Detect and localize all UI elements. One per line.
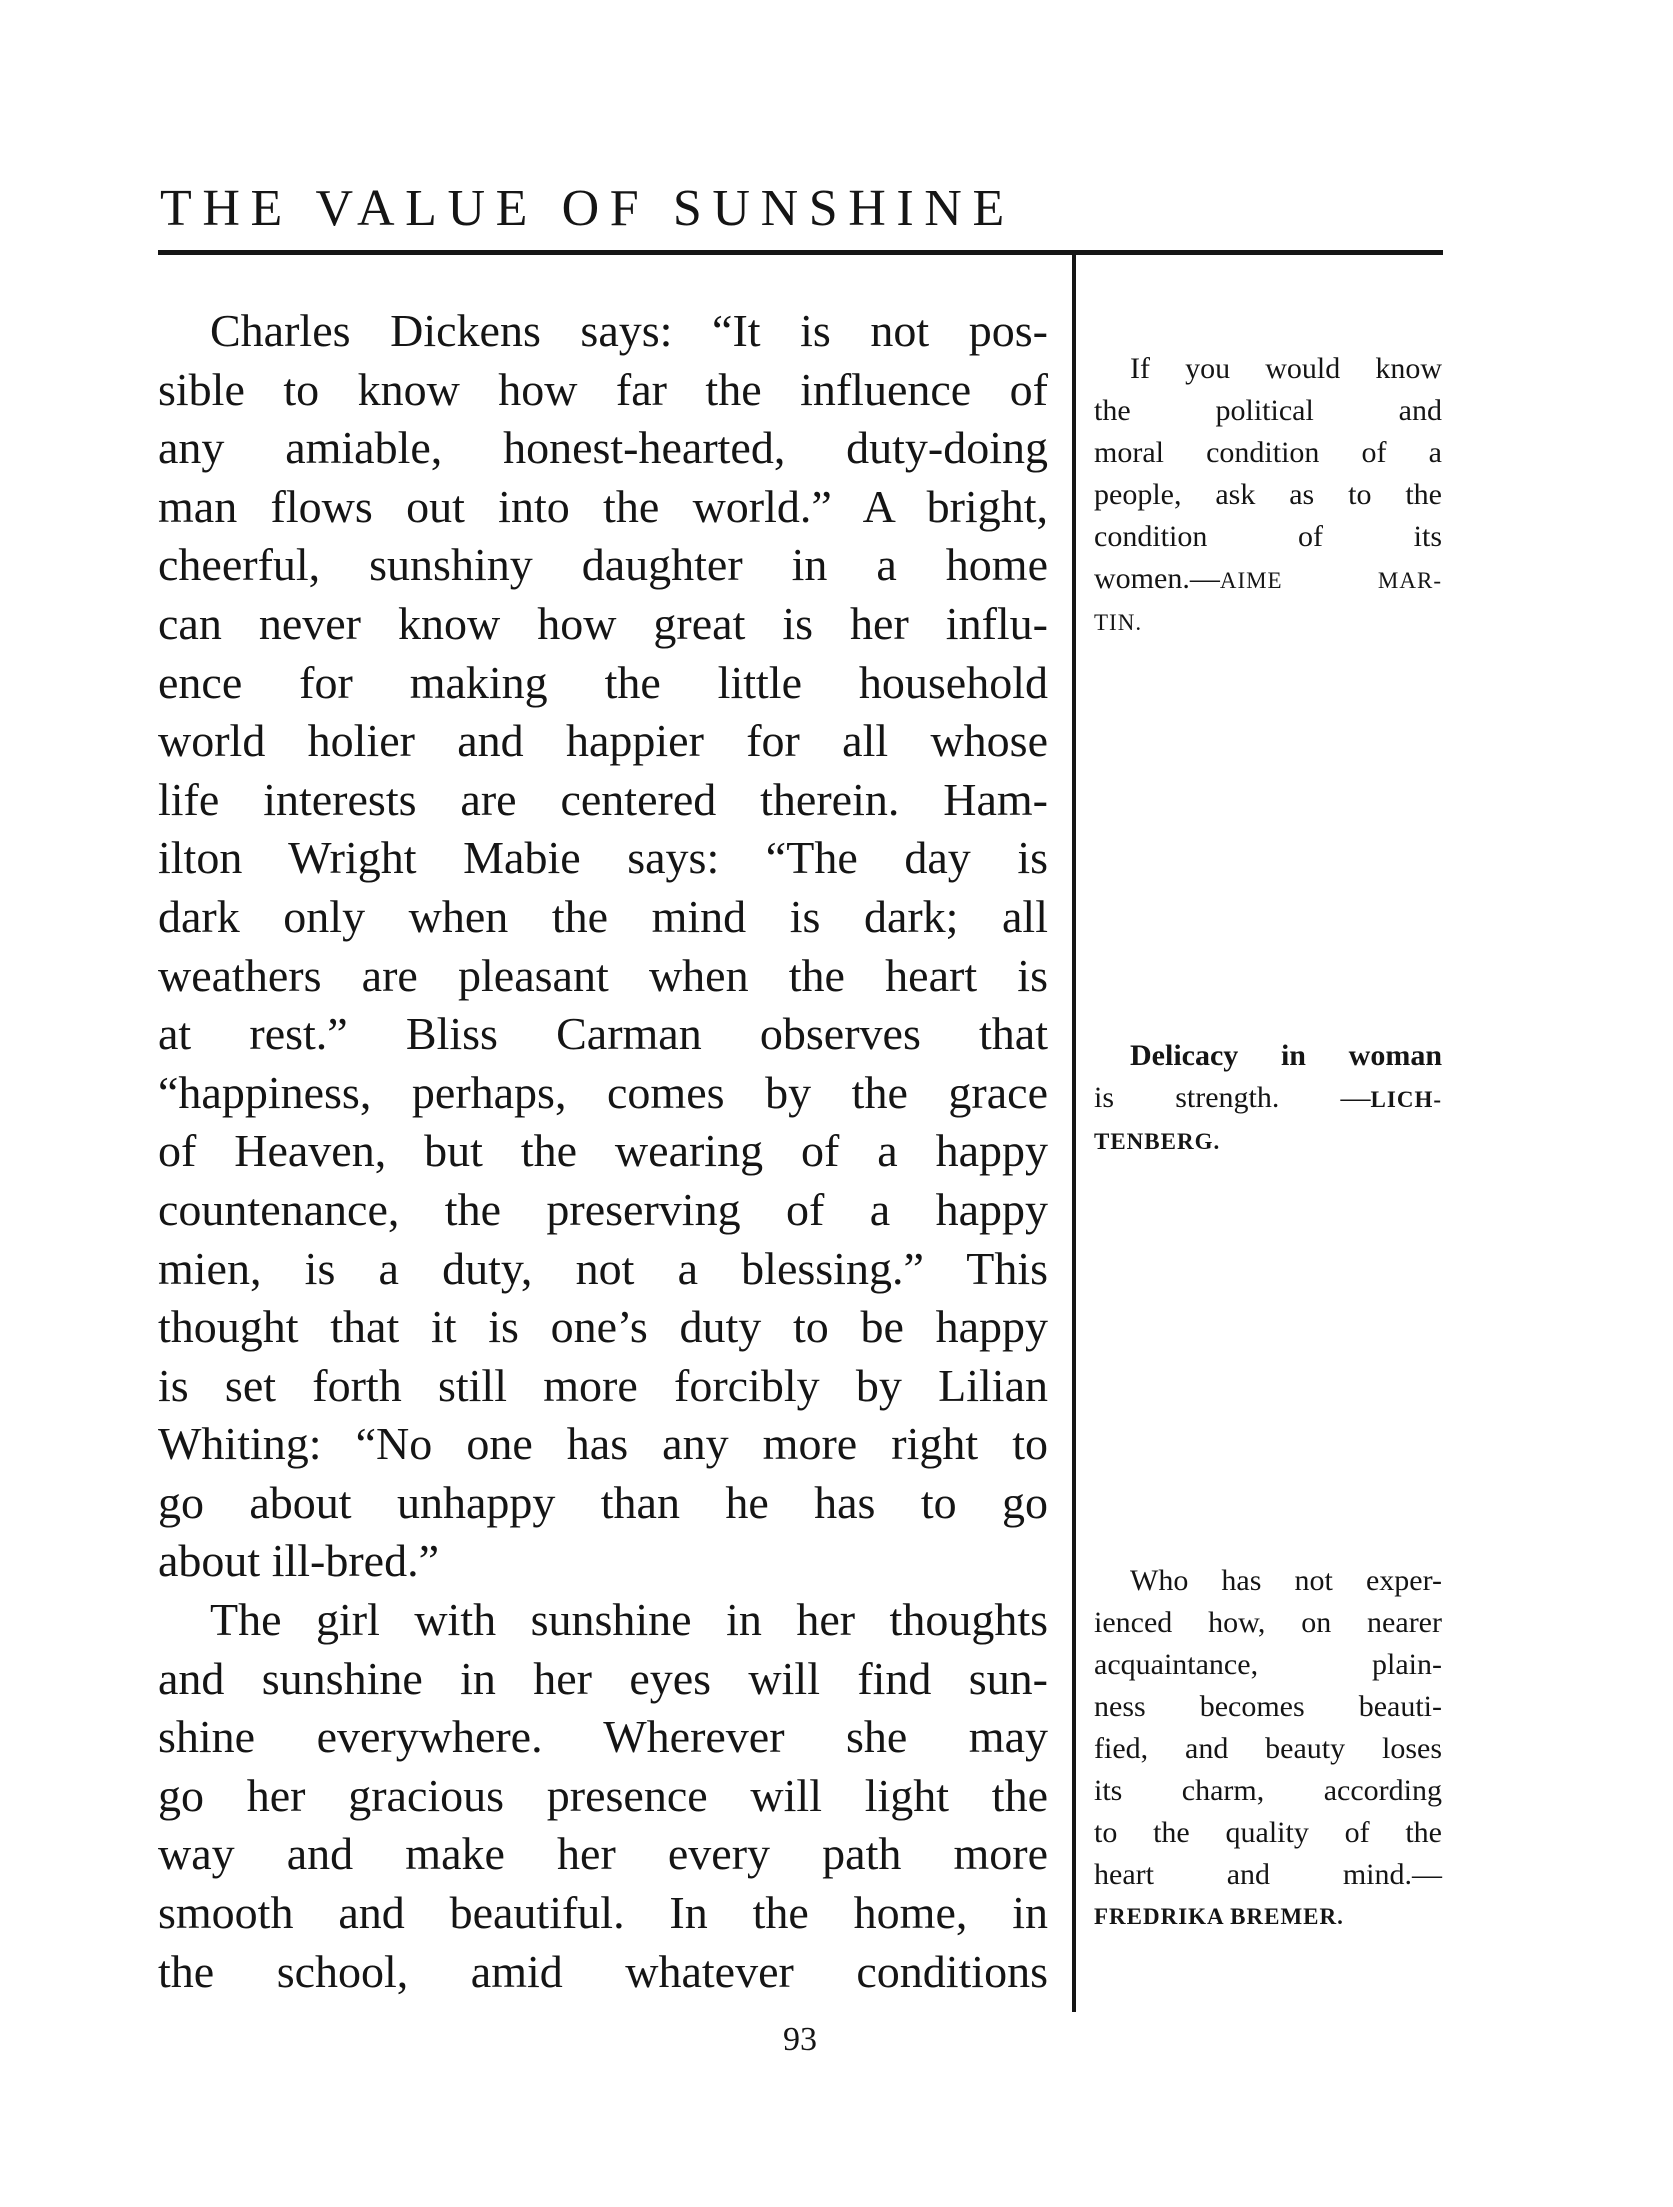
text-line: is set forth still more forcibly by Lilian [158, 1359, 1048, 1411]
header-rule [158, 250, 1443, 255]
quote-line: Who has not exper- [1130, 1564, 1442, 1597]
quote-line: acquaintance, plain- [1094, 1648, 1442, 1681]
text-line: thought that it is one’s duty to be happy [158, 1301, 1048, 1353]
text-line: Whiting: “No one has any more right to [158, 1418, 1048, 1470]
text-line: go about unhappy than he has to go [158, 1476, 1048, 1528]
quote-author: AIME MAR- [1219, 568, 1442, 593]
quote-line: moral condition of a [1094, 436, 1442, 469]
text-line: dark only when the mind is dark; all [158, 890, 1048, 942]
quote-author: TENBERG. [1094, 1129, 1221, 1154]
text-line: The girl with sunshine in her thoughts [210, 1594, 1048, 1646]
text-line: ence for making the little household [158, 656, 1048, 708]
quote-text: is strength. — [1094, 1081, 1371, 1114]
text-line: weathers are pleasant when the heart is [158, 949, 1048, 1001]
quote-line: If you would know [1130, 352, 1442, 385]
quote-line-with-author [1094, 558, 1442, 602]
quote-author: FREDRIKA BREMER. [1094, 1904, 1344, 1929]
quote-line: ienced how, on nearer [1094, 1606, 1442, 1639]
quote-line: ness becomes beauti- [1094, 1690, 1442, 1723]
text-line: ilton Wright Mabie says: “The day is [158, 832, 1048, 884]
quote-line: the political and [1094, 394, 1442, 427]
text-line: the school, amid whatever conditions [158, 1945, 1048, 1997]
sidebar-quote-lichtenberg [1094, 1035, 1442, 1163]
text-line: at rest.” Bliss Carman observes that [158, 1008, 1048, 1060]
quote-author: TIN. [1094, 610, 1143, 635]
text-line: Charles Dickens says: “It is not pos- [210, 305, 1048, 356]
text-line: can never know how great is her influ- [158, 597, 1048, 649]
paragraph-2 [158, 1591, 1048, 2001]
text-line: and sunshine in her eyes will find sun- [158, 1652, 1048, 1704]
column-divider [1072, 252, 1076, 2012]
page-number: 93 [783, 2021, 817, 2058]
text-line: smooth and beautiful. In the home, in [158, 1887, 1048, 1939]
text-line: of Heaven, but the wearing of a happy [158, 1125, 1048, 1177]
text-line: cheerful, sunshiny daughter in a home [158, 539, 1048, 591]
page-title: THE VALUE OF SUNSHINE [160, 180, 1015, 237]
quote-line-with-author [1094, 1077, 1442, 1121]
quote-line: its charm, according [1094, 1774, 1442, 1807]
text-line: life interests are centered therein. Ham- [158, 773, 1048, 825]
text-line: world holier and happier for all whose [158, 715, 1048, 767]
quote-text: women.— [1094, 562, 1220, 595]
text-line: shine everywhere. Wherever she may [158, 1711, 1048, 1763]
quote-line: heart and mind.— [1094, 1858, 1442, 1891]
text-line: “happiness, perhaps, comes by the grace [158, 1066, 1048, 1118]
text-line: about ill-bred.” [158, 1535, 440, 1587]
quote-line: fied, and beauty loses [1094, 1732, 1442, 1765]
text-line: sible to know how far the influence of [158, 363, 1048, 415]
quote-line: condition of its [1094, 520, 1442, 553]
quote-author: LICH- [1370, 1087, 1442, 1112]
text-line: way and make her every path more [158, 1828, 1048, 1880]
text-line: man flows out into the world.” A bright, [158, 480, 1048, 532]
sidebar-quote-martin [1094, 348, 1442, 644]
quote-line: Delicacy in woman [1130, 1039, 1442, 1072]
quote-line: to the quality of the [1094, 1816, 1442, 1849]
text-line: countenance, the preserving of a happy [158, 1183, 1048, 1235]
sidebar-quote-bremer [1094, 1560, 1442, 1938]
text-line: go her gracious presence will light the [158, 1769, 1048, 1821]
paragraph-1 [158, 302, 1048, 1591]
main-text-column [158, 302, 1048, 2001]
text-line: mien, is a duty, not a blessing.” This [158, 1242, 1048, 1294]
quote-line: people, ask as to the [1094, 478, 1442, 511]
text-line: any amiable, honest-hearted, duty-doing [158, 422, 1048, 474]
